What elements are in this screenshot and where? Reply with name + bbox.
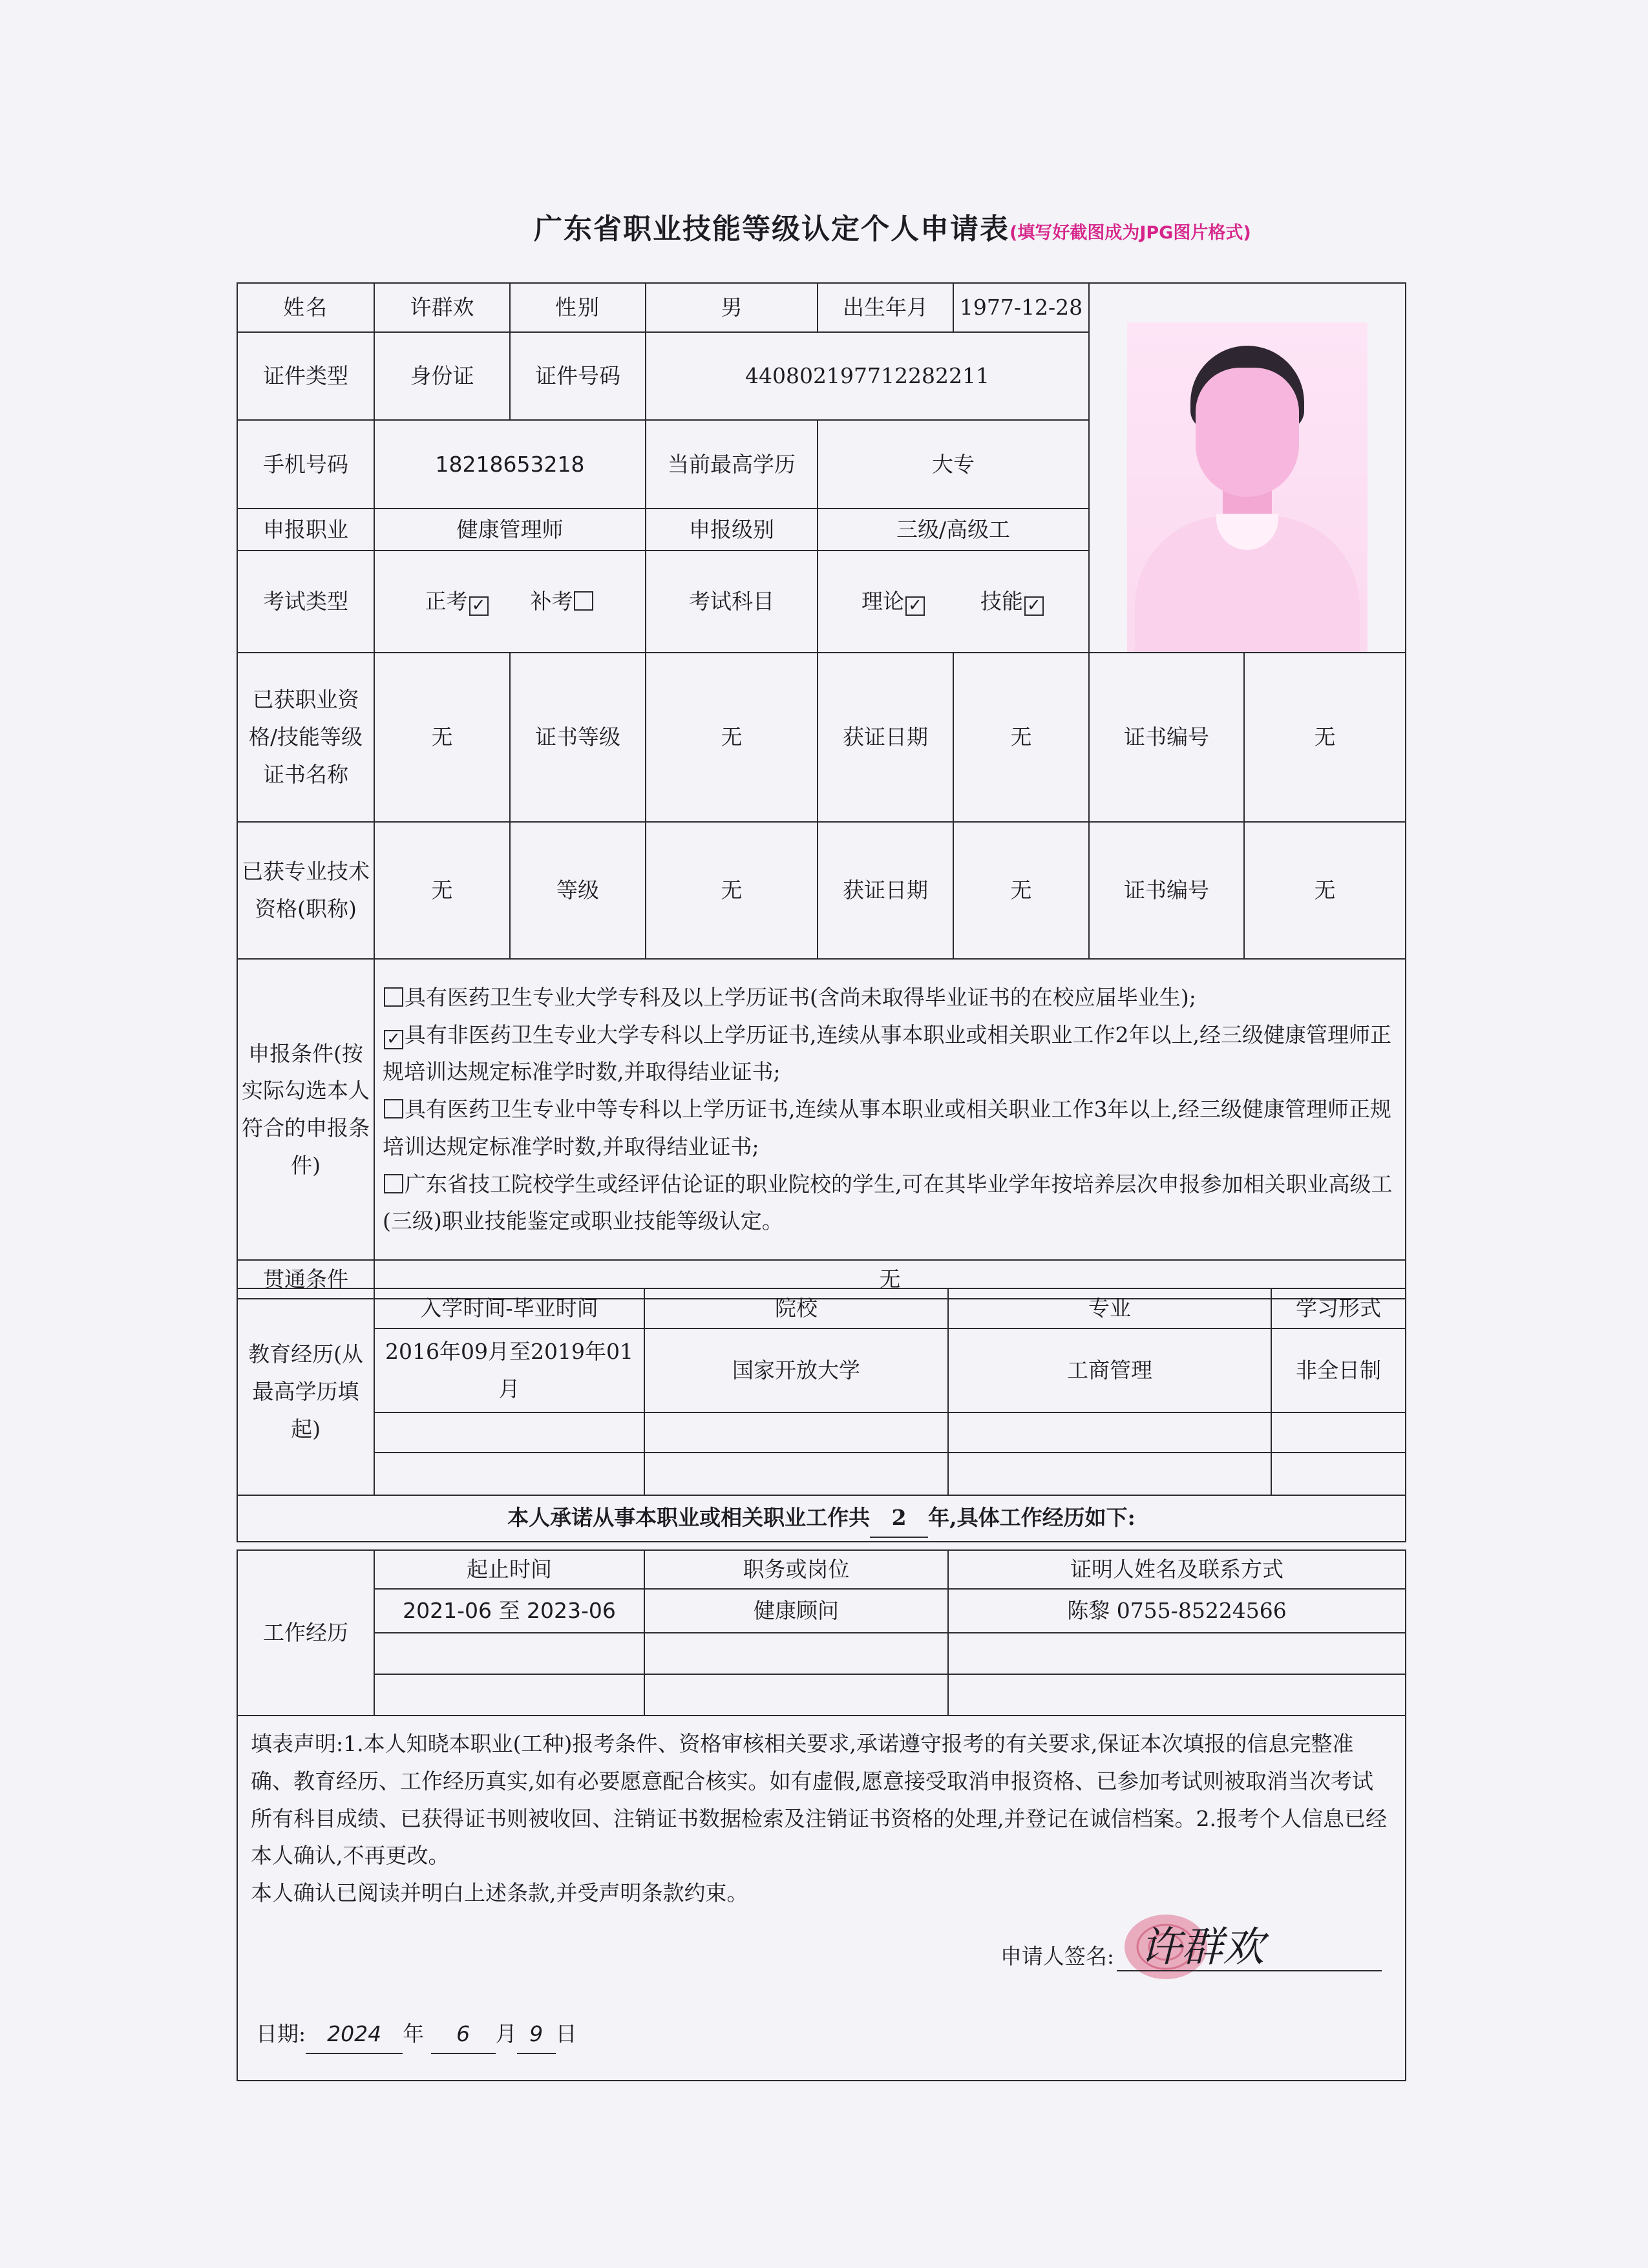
edu-period[interactable]: 2016年09月至2019年01月 bbox=[374, 1328, 644, 1412]
edu-major[interactable]: 工商管理 bbox=[948, 1328, 1271, 1412]
date-line bbox=[256, 2015, 577, 2054]
date-label: 日期: bbox=[256, 2021, 306, 2046]
education-history-label: 教育经历(从最高学历填起) bbox=[237, 1288, 374, 1495]
work-reference[interactable] bbox=[948, 1633, 1406, 1674]
date-area bbox=[251, 2009, 1392, 2080]
condition-checkbox[interactable] bbox=[384, 1174, 403, 1193]
dob-value[interactable]: 1977-12-28 bbox=[953, 283, 1089, 332]
condition-checkbox[interactable] bbox=[384, 987, 403, 1007]
retake-exam-checkbox[interactable] bbox=[574, 591, 593, 611]
edu-major[interactable] bbox=[948, 1453, 1271, 1495]
signature-label: 申请人签名: bbox=[1000, 1943, 1114, 1969]
edu-header-mode: 学习形式 bbox=[1271, 1288, 1406, 1328]
education-table bbox=[237, 1288, 1406, 1542]
month-suffix: 月 bbox=[495, 2021, 517, 2046]
through-value[interactable]: 无 bbox=[374, 1260, 1406, 1299]
edu-major[interactable] bbox=[948, 1412, 1271, 1453]
pro-date-label: 获证日期 bbox=[818, 822, 953, 959]
form-title-note: (填写好截图成为JPG图片格式) bbox=[1009, 223, 1251, 243]
work-promise bbox=[237, 1495, 1406, 1542]
exam-type-options bbox=[374, 551, 646, 653]
edu-period[interactable] bbox=[374, 1453, 644, 1495]
through-label: 贯通条件 bbox=[237, 1260, 374, 1299]
table-row bbox=[237, 1589, 1406, 1633]
work-position[interactable]: 健康顾问 bbox=[644, 1589, 948, 1633]
signature-handwriting: 许群欢 bbox=[1140, 1923, 1264, 1971]
cert-level-value[interactable]: 无 bbox=[646, 653, 818, 822]
work-years[interactable]: 2 bbox=[870, 1499, 928, 1538]
form-title bbox=[534, 205, 1251, 247]
conditions-list bbox=[374, 959, 1406, 1260]
professional-title-name[interactable]: 无 bbox=[374, 822, 510, 959]
work-promise-prefix: 本人承诺从事本职业或相关职业工作共 bbox=[507, 1505, 871, 1531]
id-number-value[interactable]: 440802197712282211 bbox=[646, 332, 1089, 421]
cert-number-value[interactable]: 无 bbox=[1244, 653, 1406, 822]
work-period[interactable]: 2021-06 至 2023-06 bbox=[374, 1589, 644, 1633]
name-value[interactable]: 许群欢 bbox=[374, 283, 510, 332]
edu-school[interactable] bbox=[644, 1412, 948, 1453]
cert-date-value[interactable]: 无 bbox=[953, 653, 1089, 822]
pro-level-label: 等级 bbox=[510, 822, 646, 959]
edu-header-school: 院校 bbox=[644, 1288, 948, 1328]
condition-checkbox[interactable]: ✓ bbox=[384, 1030, 403, 1049]
pro-level-value[interactable]: 无 bbox=[646, 822, 818, 959]
level-label: 申报级别 bbox=[646, 509, 818, 551]
edu-school[interactable]: 国家开放大学 bbox=[644, 1328, 948, 1412]
gender-value[interactable]: 男 bbox=[646, 283, 818, 332]
edu-header-period: 入学时间-毕业时间 bbox=[374, 1288, 644, 1328]
condition-item: ✓ 具有非医药卫生专业大学专科以上学历证书,连续从事本职业或相关职业工作2年以上,经三级健康管理师正规培训达规定标准学时数,并取得结业证书; bbox=[383, 1022, 1391, 1085]
work-period[interactable] bbox=[374, 1674, 644, 1716]
condition-item: 具有医药卫生专业大学专科及以上学历证书(含尚未取得毕业证书的在校应届毕业生); bbox=[383, 979, 1397, 1016]
application-form bbox=[237, 282, 1406, 1299]
skill-label: 技能 bbox=[980, 589, 1023, 614]
applicant-photo bbox=[1127, 322, 1368, 652]
theory-checkbox[interactable]: ✓ bbox=[905, 596, 925, 616]
vocational-cert-name[interactable]: 无 bbox=[374, 653, 510, 822]
date-year[interactable]: 2024 bbox=[306, 2015, 403, 2054]
retake-exam-label: 补考 bbox=[530, 589, 573, 614]
day-suffix: 日 bbox=[555, 2021, 577, 2046]
pro-date-value[interactable]: 无 bbox=[953, 822, 1089, 959]
theory-label: 理论 bbox=[861, 589, 905, 614]
id-number-label: 证件号码 bbox=[510, 332, 646, 421]
work-position[interactable] bbox=[644, 1674, 948, 1716]
edu-period[interactable] bbox=[374, 1412, 644, 1453]
edu-mode[interactable] bbox=[1271, 1453, 1406, 1495]
skill-checkbox[interactable]: ✓ bbox=[1024, 596, 1044, 616]
work-header-period: 起止时间 bbox=[374, 1550, 644, 1589]
pro-number-value[interactable]: 无 bbox=[1244, 822, 1406, 959]
vocational-cert-label: 已获职业资格/技能等级证书名称 bbox=[237, 653, 374, 822]
year-suffix: 年 bbox=[403, 2021, 425, 2046]
condition-item: 广东省技工院校学生或经评估论证的职业院校的学生,可在其毕业学年按培养层次申报参加相关职业高级工(三级)职业技能鉴定或职业技能等级认定。 bbox=[383, 1171, 1393, 1234]
edu-mode[interactable]: 非全日制 bbox=[1271, 1328, 1406, 1412]
professional-title-label: 已获专业技术资格(职称) bbox=[237, 822, 374, 959]
declaration-text: 填表声明:1.本人知晓本职业(工种)报考条件、资格审核相关要求,承诺遵守报考的有关要求,保证本次填报的信息完整准确、教育经历、工作经历真实,如有必要愿意配合核实。如有虚假,愿意接受取消申报资格、已参加考试则被取消当次考试所有科目成绩、已获得证书则被收回、注销证书数据检索及注销证书资格的处理,并登记在诚信档案。2.报考个人信息已经本人确认,不再更改。 bbox=[251, 1731, 1387, 1869]
gender-label: 性别 bbox=[510, 283, 646, 332]
dob-label: 出生年月 bbox=[818, 283, 953, 332]
name-label: 姓名 bbox=[237, 283, 374, 332]
first-exam-checkbox[interactable]: ✓ bbox=[469, 596, 489, 616]
occupation-value[interactable]: 健康管理师 bbox=[374, 509, 646, 551]
table-row bbox=[237, 1674, 1406, 1716]
exam-subject-label: 考试科目 bbox=[646, 551, 818, 653]
table-row bbox=[237, 1453, 1406, 1495]
table-row bbox=[237, 1328, 1406, 1412]
work-reference[interactable] bbox=[948, 1674, 1406, 1716]
edu-school[interactable] bbox=[644, 1453, 948, 1495]
date-day[interactable]: 9 bbox=[517, 2015, 556, 2054]
work-promise-suffix: 年,具体工作经历如下: bbox=[928, 1505, 1136, 1531]
table-row bbox=[237, 1633, 1406, 1674]
cert-number-label: 证书编号 bbox=[1089, 653, 1244, 822]
occupation-label: 申报职业 bbox=[237, 509, 374, 551]
work-position[interactable] bbox=[644, 1633, 948, 1674]
phone-value[interactable]: 18218653218 bbox=[374, 420, 646, 509]
exam-type-label: 考试类型 bbox=[237, 551, 374, 653]
level-value[interactable]: 三级/高级工 bbox=[818, 509, 1089, 551]
signature-line bbox=[1117, 1970, 1382, 1971]
education-label: 当前最高学历 bbox=[646, 420, 818, 509]
condition-checkbox[interactable] bbox=[384, 1099, 403, 1118]
work-header-reference: 证明人姓名及联系方式 bbox=[948, 1550, 1406, 1589]
pro-number-label: 证书编号 bbox=[1089, 822, 1244, 959]
table-row bbox=[237, 1412, 1406, 1453]
work-history-label: 工作经历 bbox=[237, 1550, 374, 1716]
education-value[interactable]: 大专 bbox=[818, 420, 1089, 509]
cert-level-label: 证书等级 bbox=[510, 653, 646, 822]
form-title-main: 广东省职业技能等级认定个人申请表 bbox=[534, 213, 1009, 246]
id-type-value[interactable]: 身份证 bbox=[374, 332, 510, 421]
exam-subject-options bbox=[818, 551, 1089, 653]
work-reference[interactable]: 陈黎 0755-85224566 bbox=[948, 1589, 1406, 1633]
cert-date-label: 获证日期 bbox=[818, 653, 953, 822]
edu-mode[interactable] bbox=[1271, 1412, 1406, 1453]
work-period[interactable] bbox=[374, 1633, 644, 1674]
edu-header-major: 专业 bbox=[948, 1288, 1271, 1328]
phone-label: 手机号码 bbox=[237, 420, 374, 509]
photo-cell bbox=[1089, 283, 1406, 653]
date-month[interactable]: 6 bbox=[431, 2015, 496, 2054]
condition-item: 具有医药卫生专业中等专科以上学历证书,连续从事本职业或相关职业工作3年以上,经三级健康管理师正规培训达规定标准学时数,并取得结业证书; bbox=[383, 1097, 1391, 1159]
declaration-confirm: 本人确认已阅读并明白上述条款,并受声明条款约束。 bbox=[251, 1880, 748, 1906]
signature-area bbox=[251, 1912, 1392, 2009]
work-header-position: 职务或岗位 bbox=[644, 1550, 948, 1589]
id-type-label: 证件类型 bbox=[237, 332, 374, 421]
declaration bbox=[237, 1716, 1406, 2081]
conditions-label: 申报条件(按实际勾选本人符合的申报条件) bbox=[237, 959, 374, 1260]
work-table bbox=[237, 1549, 1406, 2081]
first-exam-label: 正考 bbox=[425, 589, 468, 614]
